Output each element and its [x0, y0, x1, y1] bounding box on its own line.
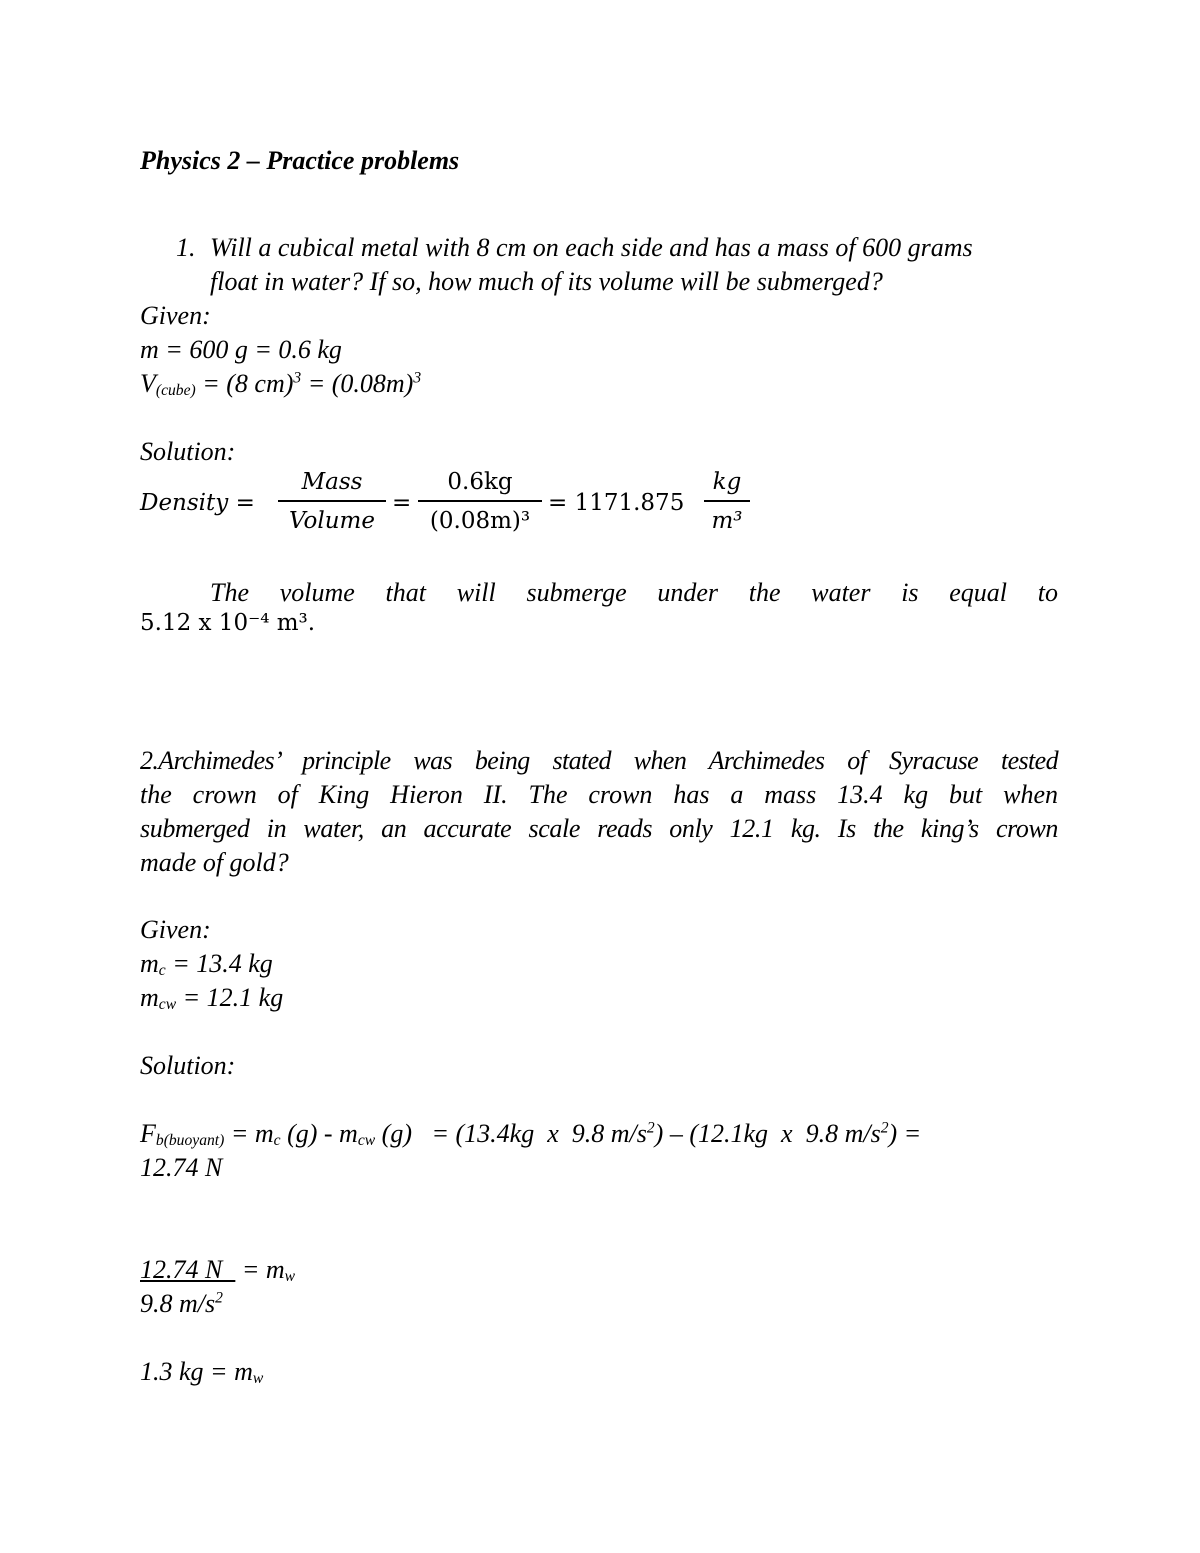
problem2-line3: submerged in water, an accurate scale reads only 12.1 kg. Is the king’s crown: [140, 814, 1058, 843]
problem2-given-label: Given:: [140, 915, 211, 944]
problem1-number: 1.: [176, 233, 196, 262]
problem2-line2: the crown of King Hieron II. The crown has a mass 13.4 kg but when: [140, 780, 1058, 809]
mass-water-numerator: 12.74 N: [140, 1255, 236, 1284]
fraction-numerator: Mass: [301, 469, 363, 495]
fraction-units: [704, 467, 750, 536]
problem1-solution-label: Solution:: [140, 437, 236, 466]
fraction-denominator: m³: [711, 508, 743, 534]
equals-sign: =: [392, 490, 412, 516]
fraction-denominator: Volume: [289, 508, 375, 534]
problem1-given-volume: $V_{(cube)} = (8$ $cm)^3 = (0.08m)^3$: [140, 369, 422, 399]
page-title: Physics 2 – Practice problems: [140, 146, 460, 175]
fraction-bar: [418, 500, 542, 502]
problem1-question-line2: float in water? If so, how much of its volume will be submerged?: [210, 267, 883, 296]
buoyant-force-result: 12.74 N: [140, 1153, 223, 1182]
mass-water-denominator: 9.8 $m/s^2$: [140, 1289, 223, 1318]
problem2-given-mc: $m_c = 13.4$ kg: [140, 949, 273, 979]
problem2-line4: made of gold?: [140, 848, 289, 877]
problem1-conclusion-value: 5.12 x 10⁻⁴ m³.: [140, 610, 316, 636]
problem1-conclusion-text: The volume that will submerge under the water is equal to: [210, 578, 1058, 607]
problem2-given-mcw: $m_{cw} = 12.1$ kg: [140, 983, 284, 1013]
problem1-given-mass: m = 600 g = 0.6 kg: [140, 335, 342, 364]
problem1-question-line1: Will a cubical metal with 8 cm on each side and has a mass of 600 grams: [210, 233, 973, 262]
fraction-mass-volume: [278, 467, 386, 536]
problem2-line1: 2.Archimedes’ principle was being stated when Archimedes of Syracuse tested: [140, 746, 1058, 775]
fraction-numerator: kg: [712, 469, 742, 495]
density-result: = 1171.875: [548, 490, 685, 516]
mass-water-final: 1.3 kg = $m_w$: [140, 1357, 264, 1387]
fraction-numerator: 0.6kg: [447, 469, 513, 495]
problem1-given-label: Given:: [140, 301, 211, 330]
buoyant-force-equation: $F_{b(buoyant)} = m_c$ $(g) - m_{cw}$ (g) = (13.4kg x 9.8 $m/s^2) - (12.1kg$ x 9.8 $m/s^2$) =: [140, 1119, 922, 1149]
problem2-solution-label: Solution:: [140, 1051, 236, 1080]
mass-water-equation: 12.74 $N = m_w$: [140, 1255, 296, 1285]
fraction-bar: [278, 500, 386, 502]
density-label: Density =: [140, 490, 255, 516]
fraction-bar: [704, 500, 750, 502]
fraction-values: [418, 467, 542, 536]
fraction-denominator: (0.08m)³: [429, 508, 531, 534]
